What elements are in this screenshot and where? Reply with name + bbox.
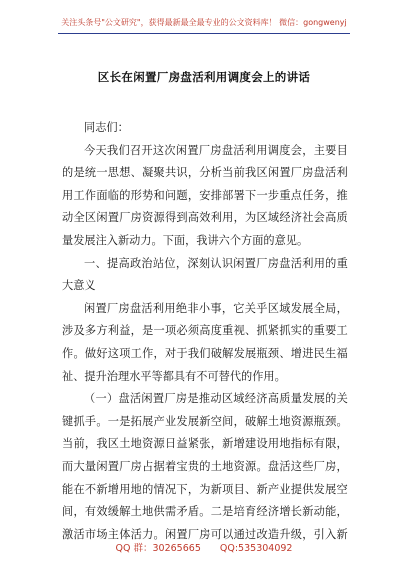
body-line: 激 活 市 场 主 体 活 力 。 闲 置 厂 房 可 以 通 过 改 造 升 级 ， 引 入 新 [62,527,348,541]
document-title: 区长在闲置厂房盘活利用调度会上的讲话 [97,70,311,84]
body-line: 大意义 [62,279,96,293]
body-line: （ 一 ） 盘 活 闲 置 厂 房 是 推 动 区 域 经 济 高 质 量 发 展 的 关 [84,392,348,406]
header-promo-text: 关注头条号"公文研究"，获得最新最全最专业的公文资料库！ 微信：gongwenyj [61,18,347,27]
body-line: 量发展注入新动力。下面，我讲六个方面的意见。 [62,233,309,247]
body-line: 键 抓 手 。 一 是 拓 展 产 业 发 展 新 空 间 ， 破 解 土 地 资 源 瓶 颈 。 [62,414,348,428]
body-line: 闲 置 厂 房 盘 活 利 用 绝 非 小 事 ， 它 关 乎 区 域 发 展 全 局 ， [84,301,348,315]
footer-qq: QQ:535304092 [219,543,293,554]
body-line: 而 大 量 闲 置 厂 房 占 据 着 宝 贵 的 土 地 资 源 。 盘 活 这 些 厂 房 ， [62,459,348,473]
body-line: 动 全 区 闲 置 厂 房 资 源 得 到 高 效 利 用 ， 为 区 域 经 济 社 会 高 质 [62,211,348,225]
body-line: 能 在 不 新 增 用 地 的 情 况 下 ， 为 新 项 目 、 新 产 业 提 供 发 展 空 [62,482,348,496]
header-divider [58,33,350,34]
body-line: 当 前 ， 我 区 土 地 资 源 日 益 紧 张 ， 新 增 建 设 用 地 指 标 有 限 ， [62,437,348,451]
footer-qq-group: QQ 群：30265665 [115,543,201,554]
body-line: 祉、提升治理水平等都具有不可替代的作用。 [62,369,286,383]
body-line: 用 工 作 面 临 的 形 势 和 问 题 ， 安 排 部 署 下 一 步 重 点 任 务 ， 推 [62,188,348,202]
footer-contact [0,540,408,554]
body-line: 间 ， 有 效 缓 解 土 地 供 需 矛 盾 。 二 是 培 育 经 济 增 长 新 动 能 ， [62,505,348,519]
body-line: 涉 及 多 方 利 益 ， 是 一 项 必 须 高 度 重 视 、 抓 紧 抓 实 的 重 要 工 [62,324,348,338]
document-body [62,117,348,546]
body-line: 同志们： [84,121,129,134]
body-line: 一 、 提 高 政 治 站 位 ， 深 刻 认 识 闲 置 厂 房 盘 活 利 用 的 重 [84,256,348,270]
body-line: 的 是 统 一 思 想 、 凝 聚 共 识 ， 分 析 当 前 我 区 闲 置 厂 房 盘 活 利 [62,166,348,180]
body-line: 作 。 做 好 这 项 工 作 ， 对 于 我 们 破 解 发 展 瓶 颈 、 增 进 民 生 福 [62,346,348,360]
body-line: 今 天 我 们 召 开 这 次 闲 置 厂 房 盘 活 利 用 调 度 会 ， 主 要 目 [84,143,348,157]
